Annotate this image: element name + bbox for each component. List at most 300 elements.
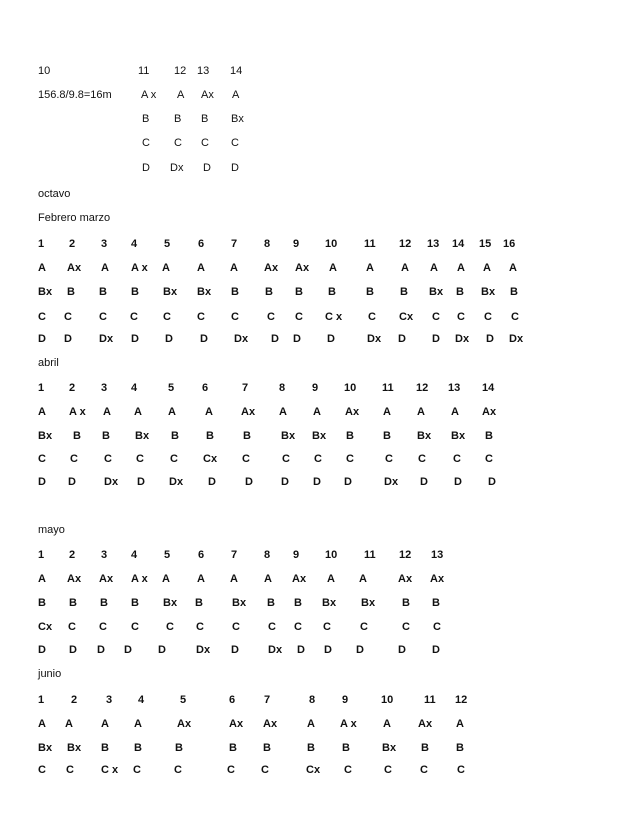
text-cell: 5 — [164, 238, 171, 250]
text-cell: C — [420, 764, 428, 776]
text-cell: A — [38, 262, 46, 274]
text-cell: B — [38, 597, 46, 609]
text-cell: D — [454, 476, 462, 488]
text-cell: 5 — [180, 694, 187, 706]
text-cell: 7 — [264, 694, 271, 706]
febrero-marzo-c-row — [0, 309, 638, 325]
text-cell: A — [417, 406, 425, 418]
text-cell: C — [66, 764, 74, 776]
text-cell: C — [267, 311, 275, 323]
text-cell: A — [383, 406, 391, 418]
text-cell: C — [384, 764, 392, 776]
text-cell: Ax — [241, 406, 256, 418]
text-cell: A x — [141, 89, 157, 101]
text-cell: A x — [69, 406, 86, 418]
text-cell: D — [327, 333, 335, 345]
text-cell: 4 — [131, 382, 138, 394]
text-cell: A — [313, 406, 321, 418]
text-cell: 15 — [479, 238, 492, 250]
text-cell: Bx — [382, 742, 397, 754]
text-cell: A — [430, 262, 438, 274]
text-cell: C — [64, 311, 72, 323]
text-cell: B — [456, 742, 464, 754]
text-cell: 5 — [168, 382, 175, 394]
text-cell: C — [104, 453, 112, 465]
text-cell: B — [421, 742, 429, 754]
text-cell: 11 — [138, 65, 150, 77]
header-b-row — [0, 111, 638, 127]
text-cell: A — [359, 573, 367, 585]
junio-number-row — [0, 692, 638, 708]
text-cell: 3 — [101, 382, 108, 394]
text-cell: C — [268, 621, 276, 633]
text-cell: C — [70, 453, 78, 465]
section-label: abril — [38, 357, 59, 369]
section-label-abril — [0, 355, 638, 371]
text-cell: D — [356, 644, 364, 656]
text-cell: C — [346, 453, 354, 465]
text-cell: 12 — [416, 382, 429, 394]
text-cell: C — [232, 621, 240, 633]
text-cell: D — [231, 162, 239, 174]
text-cell: C — [166, 621, 174, 633]
text-cell: D — [124, 644, 132, 656]
text-cell: 7 — [231, 549, 238, 561]
text-cell: 6 — [202, 382, 209, 394]
text-cell: A — [38, 573, 46, 585]
mayo-b-row — [0, 595, 638, 611]
text-cell: A — [101, 262, 109, 274]
text-cell: D — [137, 476, 145, 488]
text-cell: A — [232, 89, 240, 101]
text-cell: D — [293, 333, 301, 345]
text-cell: C — [294, 621, 302, 633]
text-cell: B — [307, 742, 315, 754]
text-cell: A — [329, 262, 337, 274]
text-cell: D — [486, 333, 494, 345]
febrero-marzo-a-row — [0, 260, 638, 276]
abril-b-row — [0, 428, 638, 444]
text-cell: B — [142, 113, 150, 125]
text-cell: C x — [101, 764, 119, 776]
text-cell: B — [229, 742, 237, 754]
text-cell: D — [297, 644, 305, 656]
text-cell: A — [197, 262, 205, 274]
text-cell: B — [131, 286, 139, 298]
text-cell: Cx — [306, 764, 321, 776]
text-cell: D — [64, 333, 72, 345]
text-cell: D — [281, 476, 289, 488]
text-cell: Ax — [482, 406, 497, 418]
text-cell: B — [510, 286, 518, 298]
text-cell: A x — [340, 718, 357, 730]
text-cell: Cx — [399, 311, 414, 323]
text-cell: C — [314, 453, 322, 465]
text-cell: B — [201, 113, 209, 125]
text-cell: C — [99, 311, 107, 323]
text-cell: 1 — [38, 694, 45, 706]
text-cell: 10 — [344, 382, 357, 394]
text-cell: A x — [131, 262, 148, 274]
text-cell: D — [203, 162, 211, 174]
text-cell: Ax — [67, 262, 82, 274]
text-cell: C — [38, 311, 46, 323]
section-label-febrero-marzo — [0, 210, 638, 226]
text-cell: A — [101, 718, 109, 730]
text-cell: C — [295, 311, 303, 323]
text-cell: A — [383, 718, 391, 730]
text-cell: Bx — [38, 742, 53, 754]
text-cell: 6 — [198, 238, 205, 250]
text-cell: B — [383, 430, 391, 442]
text-cell: B — [400, 286, 408, 298]
junio-a-row — [0, 716, 638, 732]
text-cell: 156.8/9.8=16m — [38, 89, 112, 101]
text-cell: 3 — [101, 549, 108, 561]
text-cell: A — [65, 718, 73, 730]
section-label: junio — [38, 668, 62, 680]
text-cell: C — [142, 137, 150, 149]
abril-a-row — [0, 404, 638, 420]
text-cell: Dx — [170, 162, 184, 174]
text-cell: Bx — [281, 430, 296, 442]
text-cell: B — [195, 597, 203, 609]
text-cell: A — [162, 262, 170, 274]
febrero-marzo-b-row — [0, 284, 638, 300]
text-cell: D — [488, 476, 496, 488]
header-number-row — [0, 63, 638, 79]
text-cell: 4 — [131, 549, 138, 561]
text-cell: C — [201, 137, 209, 149]
text-cell: A — [456, 718, 464, 730]
text-cell: A — [205, 406, 213, 418]
text-cell: C — [174, 137, 182, 149]
text-cell: Bx — [429, 286, 444, 298]
text-cell: A — [401, 262, 409, 274]
text-cell: 8 — [309, 694, 316, 706]
text-cell: B — [485, 430, 493, 442]
text-cell: Bx — [481, 286, 496, 298]
text-cell: 2 — [69, 238, 76, 250]
text-cell: D — [68, 476, 76, 488]
text-cell: Ax — [201, 89, 214, 101]
text-cell: C — [282, 453, 290, 465]
mayo-d-row — [0, 642, 638, 658]
text-cell: Dx — [99, 333, 114, 345]
text-cell: B — [346, 430, 354, 442]
text-cell: C — [131, 621, 139, 633]
text-cell: 6 — [229, 694, 236, 706]
text-cell: B — [402, 597, 410, 609]
junio-b-row — [0, 740, 638, 756]
section-label-junio — [0, 666, 638, 682]
text-cell: A — [168, 406, 176, 418]
text-cell: 12 — [399, 549, 412, 561]
text-cell: A — [197, 573, 205, 585]
text-cell: 11 — [364, 238, 376, 250]
text-cell: B — [174, 113, 182, 125]
text-cell: B — [175, 742, 183, 754]
text-cell: 8 — [264, 238, 271, 250]
section-label: Febrero marzo — [38, 212, 111, 224]
text-cell: 12 — [455, 694, 468, 706]
text-cell: C — [242, 453, 250, 465]
febrero-marzo-d-row — [0, 331, 638, 347]
text-cell: D — [165, 333, 173, 345]
text-cell: B — [432, 597, 440, 609]
text-cell: 10 — [325, 238, 338, 250]
text-cell: 3 — [101, 238, 108, 250]
text-cell: C — [170, 453, 178, 465]
text-cell: 14 — [482, 382, 495, 394]
text-cell: Bx — [197, 286, 212, 298]
text-cell: Bx — [163, 286, 178, 298]
text-cell: A — [162, 573, 170, 585]
text-cell: Ax — [418, 718, 433, 730]
text-cell: 1 — [38, 549, 45, 561]
text-cell: B — [171, 430, 179, 442]
text-cell: D — [97, 644, 105, 656]
text-cell: C — [231, 137, 239, 149]
text-cell: Dx — [367, 333, 382, 345]
text-cell: Dx — [104, 476, 119, 488]
text-cell: 1 — [38, 382, 45, 394]
text-cell: D — [158, 644, 166, 656]
text-cell: A — [230, 573, 238, 585]
text-cell: Ax — [430, 573, 445, 585]
text-cell: C — [323, 621, 331, 633]
text-cell: D — [398, 644, 406, 656]
text-cell: Bx — [38, 286, 53, 298]
text-cell: C — [174, 764, 182, 776]
text-cell: Ax — [292, 573, 307, 585]
text-cell: Bx — [163, 597, 178, 609]
text-cell: B — [102, 430, 110, 442]
text-cell: Dx — [268, 644, 283, 656]
text-cell: 14 — [452, 238, 465, 250]
text-cell: B — [131, 597, 139, 609]
text-cell: B — [342, 742, 350, 754]
junio-c-row — [0, 762, 638, 778]
header-d-row — [0, 160, 638, 176]
text-cell: A — [279, 406, 287, 418]
text-cell: B — [295, 286, 303, 298]
text-cell: Cx — [38, 621, 53, 633]
text-cell: C — [385, 453, 393, 465]
abril-d-row — [0, 474, 638, 490]
text-cell: B — [366, 286, 374, 298]
text-cell: C — [163, 311, 171, 323]
text-cell: B — [101, 742, 109, 754]
text-cell: Bx — [312, 430, 327, 442]
text-cell: B — [328, 286, 336, 298]
text-cell: B — [206, 430, 214, 442]
text-cell: Dx — [234, 333, 249, 345]
text-cell: C — [432, 311, 440, 323]
text-cell: Bx — [322, 597, 337, 609]
mayo-a-row — [0, 571, 638, 587]
text-cell: C — [433, 621, 441, 633]
text-cell: 14 — [230, 65, 243, 77]
text-cell: B — [134, 742, 142, 754]
text-cell: A x — [131, 573, 148, 585]
text-cell: Bx — [232, 597, 247, 609]
text-cell: Dx — [384, 476, 399, 488]
header-c-row — [0, 135, 638, 151]
text-cell: A — [230, 262, 238, 274]
text-cell: C — [418, 453, 426, 465]
section-label-octavo — [0, 186, 638, 202]
text-cell: C — [485, 453, 493, 465]
text-cell: 5 — [164, 549, 171, 561]
text-cell: D — [432, 333, 440, 345]
text-cell: Dx — [509, 333, 524, 345]
text-cell: 2 — [69, 549, 76, 561]
text-cell: A — [38, 718, 46, 730]
text-cell: Ax — [67, 573, 82, 585]
text-cell: 6 — [198, 549, 205, 561]
text-cell: 9 — [293, 549, 300, 561]
text-cell: 13 — [427, 238, 440, 250]
text-cell: C — [402, 621, 410, 633]
text-cell: Dx — [455, 333, 470, 345]
text-cell: Ax — [177, 718, 192, 730]
text-cell: C — [38, 453, 46, 465]
text-cell: D — [38, 644, 46, 656]
text-cell: Ax — [229, 718, 244, 730]
text-cell: A — [38, 406, 46, 418]
text-cell: D — [38, 476, 46, 488]
text-cell: A — [509, 262, 517, 274]
text-cell: B — [267, 597, 275, 609]
text-cell: D — [142, 162, 150, 174]
text-cell: A — [483, 262, 491, 274]
text-cell: Dx — [196, 644, 211, 656]
text-cell: A — [457, 262, 465, 274]
text-cell: A — [307, 718, 315, 730]
text-cell: 8 — [264, 549, 271, 561]
mayo-c-row — [0, 619, 638, 635]
text-cell: Ax — [263, 718, 278, 730]
text-cell: C — [133, 764, 141, 776]
text-cell: D — [324, 644, 332, 656]
text-cell: Bx — [451, 430, 466, 442]
text-cell: D — [38, 333, 46, 345]
text-cell: Dx — [169, 476, 184, 488]
text-cell: D — [432, 644, 440, 656]
text-cell: Bx — [38, 430, 53, 442]
text-cell: A — [134, 406, 142, 418]
section-label: mayo — [38, 524, 65, 536]
abril-c-row — [0, 451, 638, 467]
text-cell: Ax — [99, 573, 114, 585]
text-cell: 12 — [399, 238, 412, 250]
text-cell: 10 — [38, 65, 51, 77]
text-cell: 13 — [431, 549, 444, 561]
text-cell: Bx — [361, 597, 376, 609]
text-cell: C — [197, 311, 205, 323]
text-cell: C — [344, 764, 352, 776]
text-cell: Ax — [345, 406, 360, 418]
text-cell: C — [196, 621, 204, 633]
text-cell: C — [261, 764, 269, 776]
header-a-row — [0, 87, 638, 103]
section-label-mayo — [0, 522, 638, 538]
text-cell: 13 — [448, 382, 461, 394]
text-cell: 10 — [325, 549, 338, 561]
text-cell: C — [231, 311, 239, 323]
text-cell: A — [134, 718, 142, 730]
text-cell: 8 — [279, 382, 286, 394]
text-cell: Bx — [135, 430, 150, 442]
text-cell: 2 — [69, 382, 76, 394]
text-cell: C — [453, 453, 461, 465]
section-label: octavo — [38, 188, 71, 200]
text-cell: A — [103, 406, 111, 418]
text-cell: C — [38, 764, 46, 776]
text-cell: C — [368, 311, 376, 323]
text-cell: B — [73, 430, 81, 442]
text-cell: 12 — [174, 65, 187, 77]
text-cell: D — [131, 333, 139, 345]
text-cell: A — [177, 89, 185, 101]
text-cell: 3 — [106, 694, 113, 706]
text-cell: 9 — [312, 382, 319, 394]
text-cell: Cx — [203, 453, 218, 465]
text-cell: 1 — [38, 238, 45, 250]
text-cell: C — [227, 764, 235, 776]
text-cell: D — [344, 476, 352, 488]
text-cell: 16 — [503, 238, 516, 250]
text-cell: C — [99, 621, 107, 633]
text-cell: C — [360, 621, 368, 633]
text-cell: D — [231, 644, 239, 656]
text-cell: B — [265, 286, 273, 298]
text-cell: 11 — [382, 382, 394, 394]
text-cell: Bx — [67, 742, 82, 754]
text-cell: B — [263, 742, 271, 754]
text-cell: C — [484, 311, 492, 323]
text-cell: C — [511, 311, 519, 323]
text-cell: C — [457, 764, 465, 776]
text-cell: C — [457, 311, 465, 323]
text-cell: 13 — [197, 65, 210, 77]
text-cell: A — [327, 573, 335, 585]
text-cell: B — [67, 286, 75, 298]
text-cell: C — [130, 311, 138, 323]
text-cell: 7 — [242, 382, 249, 394]
text-cell: 10 — [381, 694, 394, 706]
mayo-number-row — [0, 547, 638, 563]
text-cell: Ax — [264, 262, 279, 274]
text-cell: B — [243, 430, 251, 442]
text-cell: B — [294, 597, 302, 609]
text-cell: D — [69, 644, 77, 656]
text-cell: Bx — [231, 113, 244, 125]
text-cell: D — [208, 476, 216, 488]
abril-number-row — [0, 380, 638, 396]
text-cell: D — [245, 476, 253, 488]
text-cell: 2 — [71, 694, 78, 706]
text-cell: D — [420, 476, 428, 488]
text-cell: A — [366, 262, 374, 274]
text-cell: D — [271, 333, 279, 345]
text-cell: C — [68, 621, 76, 633]
text-cell: D — [200, 333, 208, 345]
text-cell: 9 — [293, 238, 300, 250]
text-cell: A — [264, 573, 272, 585]
text-cell: Ax — [295, 262, 310, 274]
